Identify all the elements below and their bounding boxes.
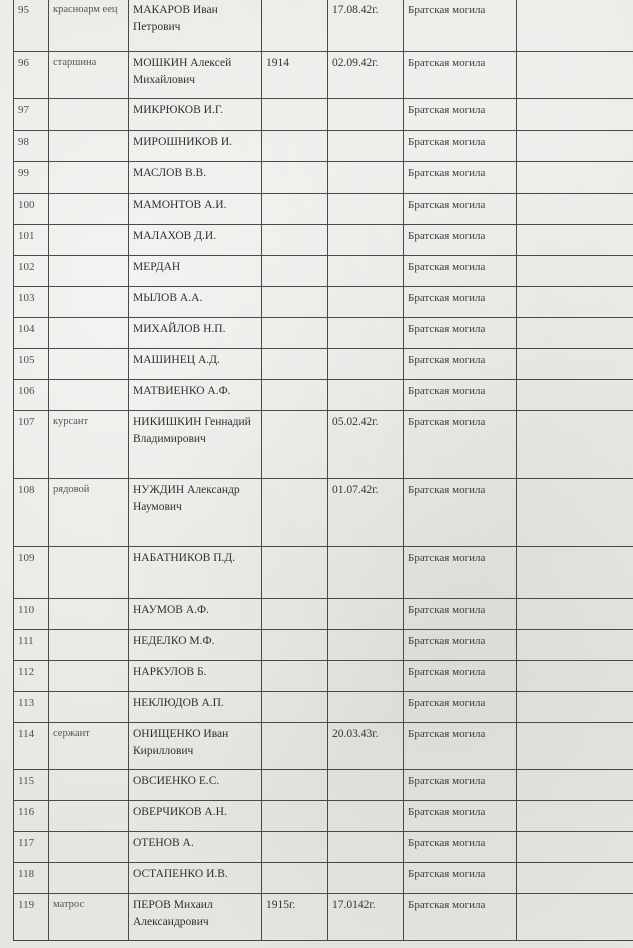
rank-cell: сержант: [49, 723, 129, 770]
birth-year-cell: [262, 832, 328, 863]
birth-year-cell: [262, 630, 328, 661]
burial-place-cell: Братская могила: [404, 52, 517, 99]
burial-place-cell: Братская могила: [404, 547, 517, 599]
empty-notes-cell: [517, 256, 633, 287]
rank-cell: [49, 162, 129, 194]
date-cell: [328, 194, 404, 225]
birth-year-cell: [262, 99, 328, 131]
rank-cell: [49, 630, 129, 661]
table-row: [14, 692, 633, 723]
date-cell: [328, 256, 404, 287]
empty-notes-cell: [517, 547, 633, 599]
rank-cell: [49, 194, 129, 225]
name-cell: НАБАТНИКОВ П.Д.: [129, 547, 262, 599]
empty-notes-cell: [517, 318, 633, 349]
date-cell: [328, 162, 404, 194]
rank-cell: матрос: [49, 894, 129, 941]
birth-year-cell: [262, 162, 328, 194]
name-cell: МАШИНЕЦ А.Д.: [129, 349, 262, 380]
date-cell: [328, 318, 404, 349]
date-cell: [328, 131, 404, 162]
empty-notes-cell: [517, 131, 633, 162]
row-number: 109: [14, 547, 49, 599]
name-cell: МЫЛОВ А.А.: [129, 287, 262, 318]
rank-cell: [49, 349, 129, 380]
rank-cell: [49, 692, 129, 723]
empty-notes-cell: [517, 723, 633, 770]
row-number: 112: [14, 661, 49, 692]
name-cell: МИКРЮКОВ И.Г.: [129, 99, 262, 131]
table-row: [14, 630, 633, 661]
name-cell: НЕКЛЮДОВ А.П.: [129, 692, 262, 723]
date-cell: [328, 225, 404, 256]
row-number: 108: [14, 479, 49, 547]
name-cell: ОВСИЕНКО Е.С.: [129, 770, 262, 801]
empty-notes-cell: [517, 832, 633, 863]
birth-year-cell: 1914: [262, 52, 328, 99]
name-cell: МАКАРОВ Иван Петрович: [129, 0, 262, 52]
burial-place-cell: Братская могила: [404, 692, 517, 723]
birth-year-cell: [262, 349, 328, 380]
table-row: [14, 723, 633, 770]
empty-notes-cell: [517, 380, 633, 411]
burial-place-cell: Братская могила: [404, 411, 517, 479]
date-cell: 01.07.42г.: [328, 479, 404, 547]
row-number: 105: [14, 349, 49, 380]
table-row: [14, 479, 633, 547]
table-row: [14, 256, 633, 287]
date-cell: [328, 801, 404, 832]
burial-place-cell: Братская могила: [404, 225, 517, 256]
name-cell: МИХАЙЛОВ Н.П.: [129, 318, 262, 349]
row-number: 96: [14, 52, 49, 99]
date-cell: [328, 380, 404, 411]
rank-cell: [49, 801, 129, 832]
row-number: 104: [14, 318, 49, 349]
table-row: [14, 599, 633, 630]
name-cell: ОВЕРЧИКОВ А.Н.: [129, 801, 262, 832]
table-row: [14, 801, 633, 832]
rank-cell: рядовой: [49, 479, 129, 547]
date-cell: [328, 661, 404, 692]
birth-year-cell: [262, 479, 328, 547]
row-number: 95: [14, 0, 49, 52]
name-cell: МИРОШНИКОВ И.: [129, 131, 262, 162]
birth-year-cell: [262, 801, 328, 832]
rank-cell: [49, 547, 129, 599]
burial-place-cell: Братская могила: [404, 661, 517, 692]
burial-place-cell: Братская могила: [404, 630, 517, 661]
burial-place-cell: Братская могила: [404, 599, 517, 630]
burial-place-cell: Братская могила: [404, 0, 517, 52]
date-cell: [328, 547, 404, 599]
birth-year-cell: [262, 547, 328, 599]
table-row: [14, 99, 633, 131]
burial-place-cell: Братская могила: [404, 194, 517, 225]
table-row: [14, 131, 633, 162]
empty-notes-cell: [517, 692, 633, 723]
burial-place-cell: Братская могила: [404, 723, 517, 770]
burial-register-table: [13, 0, 633, 941]
table-row: [14, 547, 633, 599]
rank-cell: [49, 770, 129, 801]
birth-year-cell: [262, 723, 328, 770]
birth-year-cell: [262, 661, 328, 692]
table-row: [14, 287, 633, 318]
rank-cell: курсант: [49, 411, 129, 479]
burial-place-cell: Братская могила: [404, 99, 517, 131]
burial-place-cell: Братская могила: [404, 287, 517, 318]
name-cell: МАСЛОВ В.В.: [129, 162, 262, 194]
table-row: [14, 162, 633, 194]
name-cell: МАМОНТОВ А.И.: [129, 194, 262, 225]
birth-year-cell: [262, 770, 328, 801]
date-cell: [328, 863, 404, 894]
row-number: 99: [14, 162, 49, 194]
row-number: 114: [14, 723, 49, 770]
burial-place-cell: Братская могила: [404, 894, 517, 941]
date-cell: [328, 692, 404, 723]
rank-cell: [49, 99, 129, 131]
birth-year-cell: [262, 380, 328, 411]
rank-cell: [49, 863, 129, 894]
date-cell: 20.03.43г.: [328, 723, 404, 770]
row-number: 116: [14, 801, 49, 832]
birth-year-cell: 1915г.: [262, 894, 328, 941]
date-cell: [328, 349, 404, 380]
table-row: [14, 863, 633, 894]
row-number: 103: [14, 287, 49, 318]
name-cell: ОСТАПЕНКО И.В.: [129, 863, 262, 894]
row-number: 113: [14, 692, 49, 723]
birth-year-cell: [262, 225, 328, 256]
empty-notes-cell: [517, 52, 633, 99]
empty-notes-cell: [517, 162, 633, 194]
date-cell: 17.0142г.: [328, 894, 404, 941]
table-row: [14, 318, 633, 349]
table-row: [14, 832, 633, 863]
burial-place-cell: Братская могила: [404, 349, 517, 380]
rank-cell: [49, 318, 129, 349]
burial-place-cell: Братская могила: [404, 131, 517, 162]
name-cell: МАЛАХОВ Д.И.: [129, 225, 262, 256]
empty-notes-cell: [517, 194, 633, 225]
table-row: [14, 225, 633, 256]
name-cell: НИКИШКИН Геннадий Владимирович: [129, 411, 262, 479]
empty-notes-cell: [517, 287, 633, 318]
birth-year-cell: [262, 599, 328, 630]
row-number: 106: [14, 380, 49, 411]
name-cell: МЕРДАН: [129, 256, 262, 287]
name-cell: НАУМОВ А.Ф.: [129, 599, 262, 630]
empty-notes-cell: [517, 349, 633, 380]
rank-cell: [49, 131, 129, 162]
table-row: [14, 894, 633, 941]
date-cell: 02.09.42г.: [328, 52, 404, 99]
birth-year-cell: [262, 692, 328, 723]
birth-year-cell: [262, 131, 328, 162]
birth-year-cell: [262, 0, 328, 52]
row-number: 111: [14, 630, 49, 661]
row-number: 117: [14, 832, 49, 863]
empty-notes-cell: [517, 863, 633, 894]
register-rows: [14, 0, 633, 941]
burial-place-cell: Братская могила: [404, 162, 517, 194]
row-number: 119: [14, 894, 49, 941]
birth-year-cell: [262, 863, 328, 894]
rank-cell: [49, 661, 129, 692]
birth-year-cell: [262, 287, 328, 318]
rank-cell: [49, 225, 129, 256]
name-cell: МОШКИН Алексей Михайлович: [129, 52, 262, 99]
row-number: 100: [14, 194, 49, 225]
row-number: 110: [14, 599, 49, 630]
name-cell: ОТЕНОВ А.: [129, 832, 262, 863]
burial-place-cell: Братская могила: [404, 380, 517, 411]
empty-notes-cell: [517, 599, 633, 630]
table-row: [14, 380, 633, 411]
date-cell: [328, 630, 404, 661]
empty-notes-cell: [517, 225, 633, 256]
empty-notes-cell: [517, 99, 633, 131]
date-cell: [328, 770, 404, 801]
birth-year-cell: [262, 318, 328, 349]
burial-place-cell: Братская могила: [404, 801, 517, 832]
rank-cell: [49, 287, 129, 318]
rank-cell: [49, 832, 129, 863]
birth-year-cell: [262, 411, 328, 479]
table-row: [14, 411, 633, 479]
date-cell: 05.02.42г.: [328, 411, 404, 479]
row-number: 98: [14, 131, 49, 162]
rank-cell: [49, 256, 129, 287]
row-number: 102: [14, 256, 49, 287]
empty-notes-cell: [517, 630, 633, 661]
date-cell: [328, 599, 404, 630]
burial-place-cell: Братская могила: [404, 318, 517, 349]
table-row: [14, 0, 633, 52]
birth-year-cell: [262, 194, 328, 225]
empty-notes-cell: [517, 479, 633, 547]
date-cell: 17.08.42г.: [328, 0, 404, 52]
name-cell: ПЕРОВ Михаил Александрович: [129, 894, 262, 941]
table-row: [14, 770, 633, 801]
name-cell: НУЖДИН Александр Наумович: [129, 479, 262, 547]
burial-place-cell: Братская могила: [404, 256, 517, 287]
row-number: 118: [14, 863, 49, 894]
table-row: [14, 661, 633, 692]
row-number: 115: [14, 770, 49, 801]
empty-notes-cell: [517, 801, 633, 832]
row-number: 107: [14, 411, 49, 479]
table-row: [14, 194, 633, 225]
empty-notes-cell: [517, 894, 633, 941]
burial-place-cell: Братская могила: [404, 863, 517, 894]
rank-cell: [49, 599, 129, 630]
name-cell: МАТВИЕНКО А.Ф.: [129, 380, 262, 411]
empty-notes-cell: [517, 411, 633, 479]
empty-notes-cell: [517, 661, 633, 692]
rank-cell: красноарм еец: [49, 0, 129, 52]
name-cell: НАРКУЛОВ Б.: [129, 661, 262, 692]
empty-notes-cell: [517, 770, 633, 801]
birth-year-cell: [262, 256, 328, 287]
burial-place-cell: Братская могила: [404, 832, 517, 863]
row-number: 101: [14, 225, 49, 256]
burial-place-cell: Братская могила: [404, 770, 517, 801]
row-number: 97: [14, 99, 49, 131]
rank-cell: [49, 380, 129, 411]
table-row: [14, 349, 633, 380]
burial-place-cell: Братская могила: [404, 479, 517, 547]
rank-cell: старшина: [49, 52, 129, 99]
date-cell: [328, 287, 404, 318]
date-cell: [328, 832, 404, 863]
date-cell: [328, 99, 404, 131]
name-cell: НЕДЕЛКО М.Ф.: [129, 630, 262, 661]
name-cell: ОНИЩЕНКО Иван Кириллович: [129, 723, 262, 770]
empty-notes-cell: [517, 0, 633, 52]
table-row: [14, 52, 633, 99]
